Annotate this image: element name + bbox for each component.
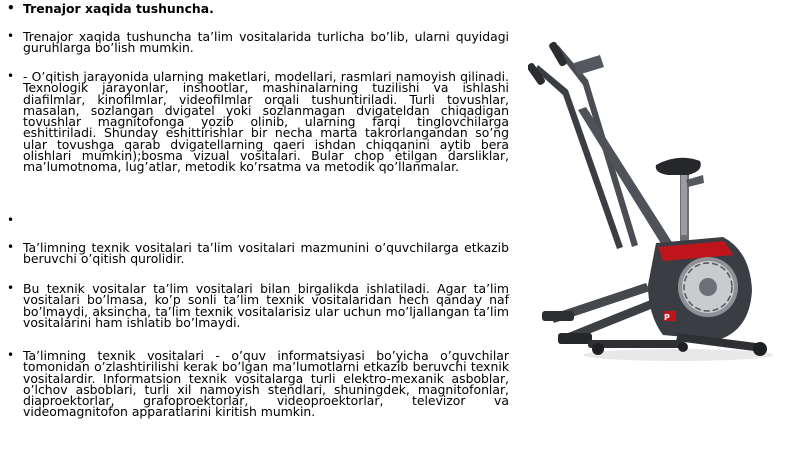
bullet-item: • Trenajor xaqida tushuncha ta’lim vositalarida turlicha bo’lib, ularni quyidagi guruhlarga bo’lish mumkin. [6,31,509,54]
bullet-empty [6,215,23,227]
bullet-item: • Bu texnik vositalar ta’lim vositalari bilan birgalikda ishlatiladi. Agar ta’lim vositalari bo’lmasa, ko’p sonli ta’lim texnik vositalaridan hech qanday naf bo’lmaydi, aksincha, ta’lim texnik vositalarisiz ular uchun mo’ljallangan ta’lim vositalarini ham ishlatib bo’lmaydi. [6,283,509,328]
bullet-title: • Trenajor xaqida tushuncha. [6,3,214,14]
bullet-item: • Ta’limning texnik vositalari - o’quv informatsiyasi bo’yicha o’quvchilar tomonidan o’zlashtirilishi kerak bo’lgan ma’lumotlarni etkazib beruvchi texnik vositalardir. Informatsion texnik vositalarga turli elektro-mexanik asboblar, o’lchov asboblari, turli xil namoyish stendlari, shuningdek, magnitofonlar, diaproektorlar, grafoproektorlar, videoproektorlar, televizor va videomagnitofon apparatlarini kiritish mumkin. [6,350,509,418]
elliptical-trainer-image [528,15,778,370]
bullet-item: • Ta’limning texnik vositalari ta’lim vositalari mazmunini o’quvchilarga etkazib beruvchi o’qitish qurolidir. [6,242,509,265]
bullet-item: • - O’qitish jarayonida ularning maketlari, modellari, rasmlari namoyish qilinadi. Texnologik jarayonlar, inshootlar, mashinalarning tuzilishi va ishlashi diafilmlar, kinofilmlar, videofilmlar orqali tushuntiriladi. Turli tovushlar, masalan, sozlangan dvigatel yoki sozlanmagan dvigateldan chiqadigan tovushlar magnitofonga yozib olinib, ularning farqi tinglovchilarga eshittiriladi. Shunday eshittirishlar bir necha marta takrorlangandan so’ng ular tovushga qarab dvigatellarning qaeri ishdan chiqqanini aytib bera olishlari mumkin);bosma vizual vositalari. Bular chop etilgan darsliklar, ma’lumotnoma, lug’atlar, metodik ko’rsatma va metodik qo’llanmalar. [6,71,509,173]
svg-text:P: P [664,313,670,322]
elliptical-trainer-icon [528,15,778,370]
